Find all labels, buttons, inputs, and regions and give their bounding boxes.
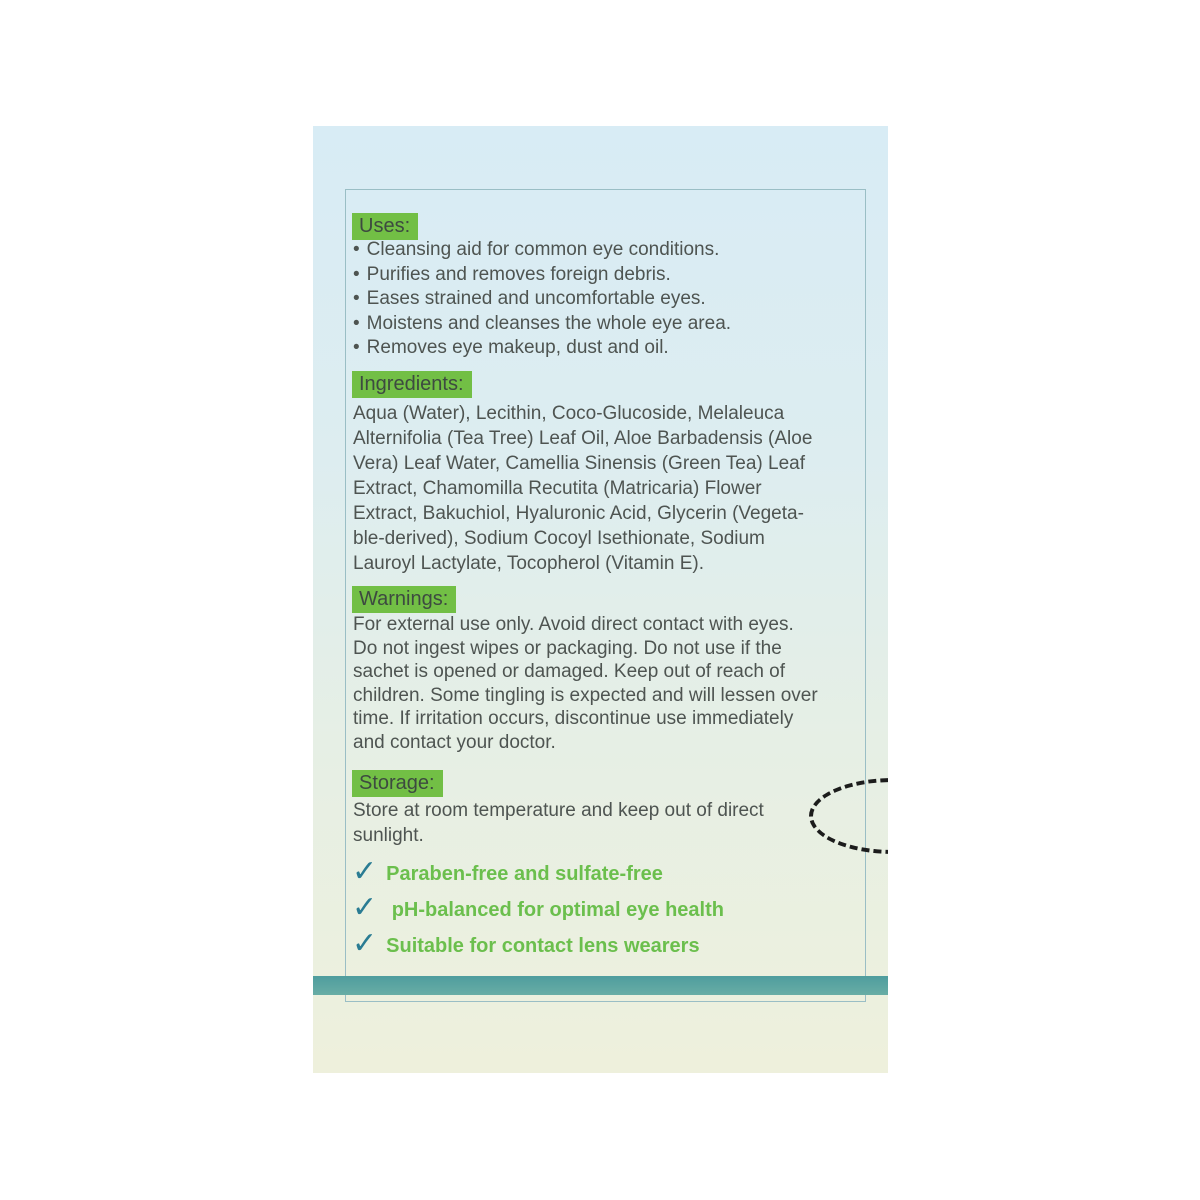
feature-text: Paraben-free and sulfate-free [386,862,663,885]
feature-item [352,927,700,961]
warnings-text-line: Do not ingest wipes or packaging. Do not use if the [353,637,782,659]
uses-bullet-item [353,287,731,312]
check-icon: ✓ [352,927,378,960]
warnings-text [353,613,818,754]
feature-item [352,891,724,925]
uses-bullet-item [353,238,731,263]
ingredients-text-line: Lauroyl Lactylate, Tocopherol (Vitamin E). [353,553,704,574]
bullet-icon: • [353,337,360,358]
bullet-icon: • [353,288,360,309]
divider-bar [313,976,888,995]
ingredients-text-line: Aqua (Water), Lecithin, Coco-Glucoside, Melaleuca [353,403,785,424]
uses-item-text: Purifies and removes foreign debris. [366,263,671,285]
ingredients-text-line: Vera) Leaf Water, Camellia Sinensis (Green Tea) Leaf [353,453,806,474]
uses-bullet-item [353,263,731,288]
feature-text: pH-balanced for optimal eye health [386,898,724,921]
storage-text-line: Store at room temperature and keep out of direct [353,800,764,821]
ingredients-text-line: Extract, Chamomilla Recutita (Matricaria) Flower [353,478,762,499]
ingredients-text-line: Alternifolia (Tea Tree) Leaf Oil, Aloe Barbadensis (Aloe [353,428,813,449]
ingredients-heading: Ingredients: [352,371,472,398]
check-icon: ✓ [352,855,378,888]
warnings-text-line: sachet is opened or damaged. Keep out of reach of [353,661,786,682]
uses-bullet-item [353,336,731,361]
ingredients-text-line: ble-derived), Sodium Cocoyl Isethionate, Sodium [353,528,765,549]
label-panel [313,126,888,1073]
bullet-icon: • [353,312,360,334]
warnings-text-line: time. If irritation occurs, discontinue use immediately [353,708,794,729]
feature-item [352,855,663,889]
warnings-text-line: children. Some tingling is expected and will lessen over [353,684,818,706]
storage-heading: Storage: [352,770,443,797]
storage-text-line: sunlight. [353,825,424,846]
warnings-text-line: For external use only. Avoid direct contact with eyes. [353,614,794,635]
uses-list [353,238,731,361]
feature-text: Suitable for contact lens wearers [386,934,700,957]
uses-bullet-item [353,312,731,337]
uses-heading: Uses: [352,213,418,240]
uses-item-text: Eases strained and uncomfortable eyes. [366,288,706,309]
bullet-icon: • [353,239,360,260]
ingredients-text [353,401,812,576]
ingredients-text-line: Extract, Bakuchiol, Hyaluronic Acid, Glycerin (Vegeta- [353,503,804,524]
bullet-icon: • [353,263,360,285]
uses-item-text: Moistens and cleanses the whole eye area. [366,312,732,334]
check-icon: ✓ [352,891,378,924]
warnings-text-line: and contact your doctor. [353,731,556,753]
uses-item-text: Removes eye makeup, dust and oil. [366,337,669,358]
warnings-heading: Warnings: [352,586,456,613]
uses-item-text: Cleansing aid for common eye conditions. [366,239,720,260]
storage-text [353,798,764,848]
